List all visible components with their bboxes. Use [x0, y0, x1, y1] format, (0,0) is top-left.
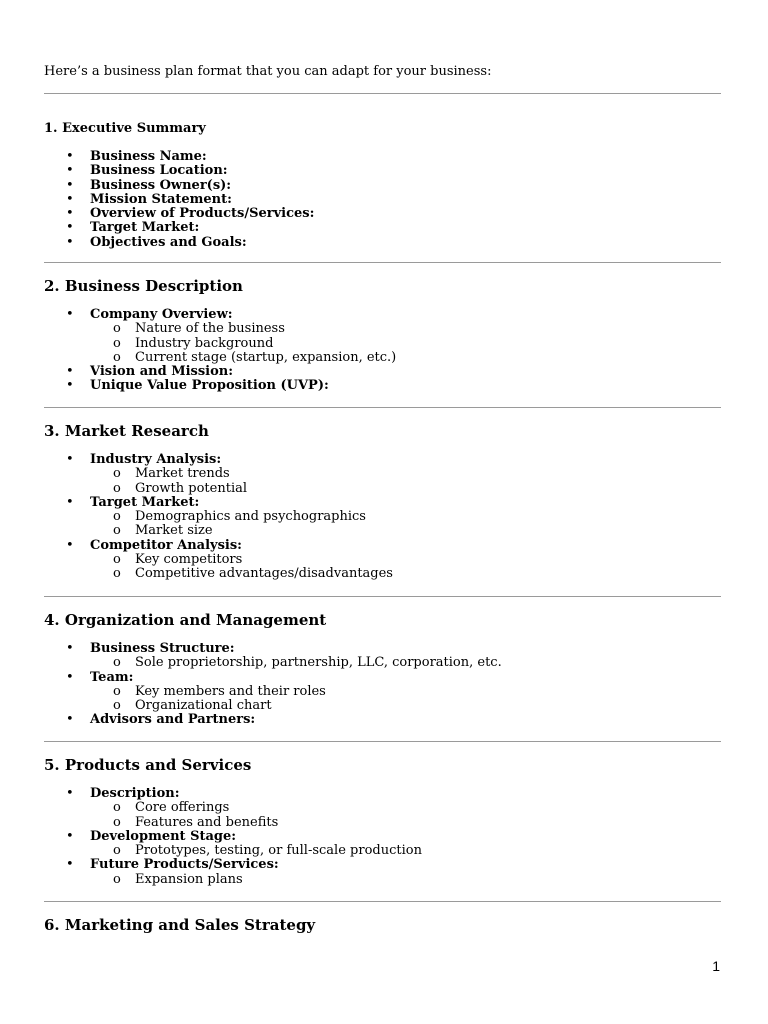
sub-list-item-text: Industry background: [135, 335, 274, 351]
sub-bullet-marker: o: [113, 509, 121, 525]
sub-list: [0, 873, 422, 887]
sub-list-item: [0, 482, 393, 496]
sub-list: [0, 656, 502, 670]
sub-list: [0, 467, 393, 496]
sub-bullet-marker: o: [113, 335, 121, 351]
horizontal-rule: [44, 93, 721, 94]
intro-text: Here’s a business plan format that you can adapt for your business:: [44, 64, 492, 79]
list-item: [0, 150, 314, 164]
sub-list-item: [0, 801, 422, 815]
sub-bullet-marker: o: [113, 480, 121, 496]
sub-bullet-marker: o: [113, 349, 121, 365]
sub-list-item: [0, 553, 393, 567]
sub-list-item-text: Growth potential: [135, 480, 248, 496]
list-item: [0, 713, 502, 727]
list-item-label: Competitor Analysis:: [90, 537, 242, 553]
bullet-marker: •: [66, 537, 74, 553]
list-item: [0, 496, 393, 539]
bullet-marker: •: [66, 149, 74, 164]
horizontal-rule: [44, 262, 721, 263]
horizontal-rule: [44, 407, 721, 408]
list-item-label: Industry Analysis:: [90, 452, 222, 467]
sub-bullet-marker: o: [113, 871, 121, 887]
sub-bullet-marker: o: [113, 566, 121, 582]
bullet-marker: •: [66, 364, 74, 380]
sub-list-item: [0, 844, 422, 858]
list-item: [0, 539, 393, 582]
sub-list-item: [0, 322, 396, 336]
bullet-marker: •: [66, 712, 74, 728]
section-list: [0, 787, 422, 887]
bullet-marker: •: [66, 307, 74, 322]
sub-list-item-text: Nature of the business: [135, 321, 285, 337]
bullet-marker: •: [66, 786, 74, 801]
sub-list-item-text: Expansion plans: [135, 871, 243, 887]
sub-bullet-marker: o: [113, 523, 121, 539]
sub-list-item-text: Demographics and psychographics: [135, 509, 366, 525]
horizontal-rule: [44, 901, 721, 902]
bullet-marker: •: [66, 494, 74, 510]
list-item-label: Team:: [90, 669, 134, 685]
sub-list-item: [0, 510, 393, 524]
sub-list-item-text: Sole proprietorship, partnership, LLC, corporation, etc.: [135, 655, 502, 671]
list-item: [0, 179, 314, 193]
list-item: [0, 193, 314, 207]
list-item: [0, 858, 422, 887]
sub-bullet-marker: o: [113, 843, 121, 859]
sub-list: [0, 510, 393, 539]
list-item: [0, 164, 314, 178]
bullet-marker: •: [66, 828, 74, 844]
sub-bullet-marker: o: [113, 655, 121, 671]
section-heading: 6. Marketing and Sales Strategy: [44, 916, 316, 934]
sub-list-item: [0, 524, 393, 538]
list-item: [0, 365, 396, 379]
bullet-marker: •: [66, 177, 74, 193]
sub-list-item: [0, 467, 393, 481]
list-item-label: Business Location:: [90, 163, 228, 179]
list-item-label: Development Stage:: [90, 828, 237, 844]
sub-list-item: [0, 337, 396, 351]
list-item-label: Business Name:: [90, 149, 207, 164]
section-list: [0, 642, 502, 728]
section-heading: 4. Organization and Management: [44, 611, 327, 629]
list-item-label: Unique Value Proposition (UVP):: [90, 378, 329, 394]
sub-list-item-text: Market size: [135, 523, 213, 539]
list-item-label: Target Market:: [90, 220, 200, 236]
bullet-marker: •: [66, 452, 74, 467]
bullet-marker: •: [66, 641, 74, 656]
sub-list: [0, 553, 393, 582]
sub-list-item-text: Prototypes, testing, or full-scale production: [135, 843, 422, 859]
section-list: [0, 308, 396, 394]
bullet-marker: •: [66, 191, 74, 207]
list-item: [0, 453, 393, 496]
section-heading: 5. Products and Services: [44, 756, 252, 774]
list-item: [0, 787, 422, 830]
sub-bullet-marker: o: [113, 698, 121, 714]
section-list: [0, 150, 314, 250]
list-item-label: Business Owner(s):: [90, 177, 232, 193]
sub-list: [0, 685, 502, 714]
sub-list-item-text: Core offerings: [135, 800, 230, 816]
list-item: [0, 236, 314, 250]
sub-list-item: [0, 685, 502, 699]
list-item-label: Vision and Mission:: [90, 364, 234, 380]
list-item-label: Objectives and Goals:: [90, 234, 247, 250]
sub-bullet-marker: o: [113, 321, 121, 337]
bullet-marker: •: [66, 206, 74, 222]
sub-list-item-text: Organizational chart: [135, 698, 272, 714]
list-item-label: Description:: [90, 786, 180, 801]
sub-list-item-text: Key members and their roles: [135, 683, 326, 699]
page-number: 1: [712, 958, 720, 974]
sub-bullet-marker: o: [113, 800, 121, 816]
list-item: [0, 671, 502, 714]
list-item-label: Company Overview:: [90, 307, 233, 322]
list-item-label: Business Structure:: [90, 641, 235, 656]
list-item: [0, 308, 396, 365]
list-item: [0, 221, 314, 235]
bullet-marker: •: [66, 857, 74, 873]
list-item-label: Advisors and Partners:: [90, 712, 256, 728]
list-item: [0, 207, 314, 221]
horizontal-rule: [44, 596, 721, 597]
section-heading: 2. Business Description: [44, 277, 243, 295]
sub-bullet-marker: o: [113, 552, 121, 568]
sub-list: [0, 801, 422, 830]
sub-list: [0, 322, 396, 365]
sub-list-item: [0, 351, 396, 365]
bullet-marker: •: [66, 669, 74, 685]
sub-bullet-marker: o: [113, 683, 121, 699]
list-item-label: Target Market:: [90, 494, 200, 510]
sub-list-item-text: Key competitors: [135, 552, 243, 568]
sub-bullet-marker: o: [113, 466, 121, 482]
sub-list-item: [0, 699, 502, 713]
sub-list-item-text: Current stage (startup, expansion, etc.): [135, 349, 397, 365]
sub-list-item-text: Competitive advantages/disadvantages: [135, 566, 393, 582]
horizontal-rule: [44, 741, 721, 742]
list-item-label: Future Products/Services:: [90, 857, 279, 873]
bullet-marker: •: [66, 163, 74, 179]
list-item: [0, 379, 396, 393]
list-item: [0, 642, 502, 671]
section-list: [0, 453, 393, 582]
bullet-marker: •: [66, 378, 74, 394]
sub-list-item-text: Market trends: [135, 466, 230, 482]
list-item: [0, 830, 422, 859]
sub-list-item: [0, 656, 502, 670]
sub-list-item: [0, 567, 393, 581]
bullet-marker: •: [66, 220, 74, 236]
section-heading: 3. Market Research: [44, 422, 209, 440]
list-item-label: Overview of Products/Services:: [90, 206, 315, 222]
sub-bullet-marker: o: [113, 814, 121, 830]
sub-list-item: [0, 816, 422, 830]
sub-list-item-text: Features and benefits: [135, 814, 279, 830]
list-item-label: Mission Statement:: [90, 191, 232, 207]
bullet-marker: •: [66, 234, 74, 250]
sub-list: [0, 844, 422, 858]
section-heading: 1. Executive Summary: [44, 121, 206, 136]
sub-list-item: [0, 873, 422, 887]
